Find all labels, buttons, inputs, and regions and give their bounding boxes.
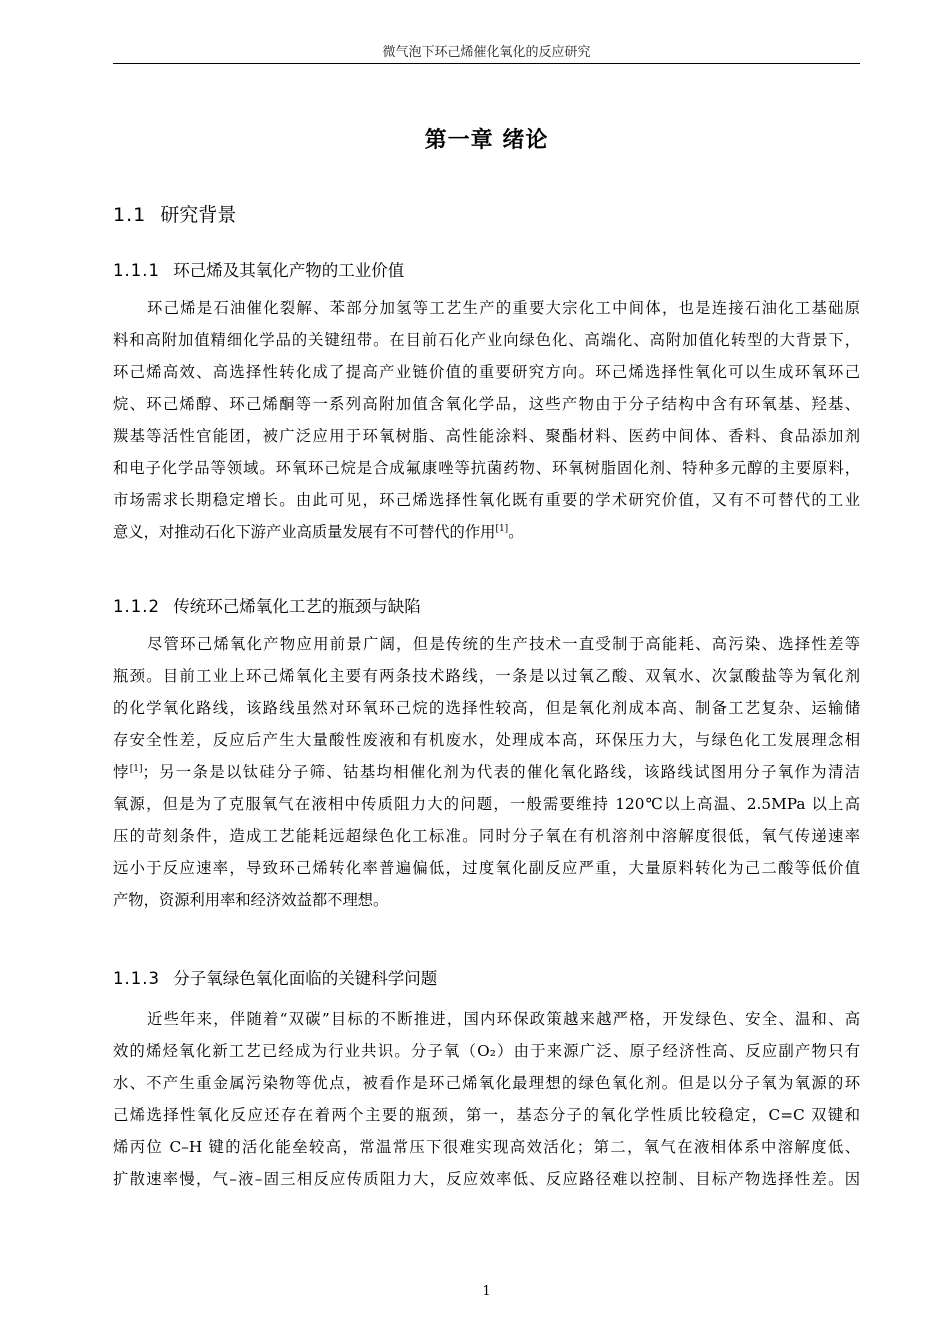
chapter-title: 第一章 绪论 [424, 128, 549, 153]
subsection-number: 1.1.2 [113, 597, 160, 616]
paragraph-line: 瓶颈。目前工业上环己烯氧化主要有两条技术路线，一条是以过氧乙酸、双氧水、次氯酸盐等为氧化剂 [113, 667, 860, 685]
subsection-heading-2 [113, 595, 421, 619]
paragraph-line: 远小于反应速率，导致环己烯转化率普遍偏低，过度氧化副反应严重，大量原料转化为己二酸等低价值 [113, 859, 860, 877]
paragraph-line: 压的苛刻条件，造成工艺能耗远超绿色化工标准。同时分子氧在有机溶剂中溶解度很低，氧气传递速率 [113, 827, 860, 845]
paragraph-1 [113, 292, 860, 548]
paragraph-line: 扩散速率慢，气–液–固三相反应传质阻力大，反应效率低、反应路径难以控制、目标产物选择性差。因 [113, 1170, 860, 1188]
subsection-heading-3 [113, 967, 437, 991]
paragraph-line: 效的烯烃氧化新工艺已经成为行业共识。分子氧（O₂）由于来源广泛、原子经济性高、反应副产物只有 [113, 1042, 860, 1060]
paragraph-line: 的化学氧化路线，该路线虽然对环氧环己烷的选择性较高，但是氧化剂成本高、制备工艺复杂、运输储 [113, 699, 860, 717]
subsection-title: 环己烯及其氧化产物的工业价值 [173, 261, 405, 280]
paragraph-line: 存安全性差，反应后产生大量酸性废液和有机废水，处理成本高，环保压力大，与绿色化工发展理念相 [113, 731, 860, 749]
line-text: 意义，对推动石化下游产业高质量发展有不可替代的作用 [113, 523, 496, 541]
subsection-heading-1 [113, 259, 404, 283]
section-title: 研究背景 [160, 204, 237, 226]
paragraph-line: 环己烯高效、高选择性转化成了提高产业链价值的重要研究方向。环己烯选择性氧化可以生成环氧环己 [113, 363, 860, 381]
line-text: 悖 [113, 763, 130, 781]
paragraph-line: 羰基等活性官能团，被广泛应用于环氧树脂、高性能涂料、聚酯材料、医药中间体、香料、食品添加剂 [113, 427, 860, 445]
paragraph-line: 烷、环己烯醇、环己烯酮等一系列高附加值含氧化学品，这些产物由于分子结构中含有环氧基、羟基、 [113, 395, 860, 413]
paragraph-line: 市场需求长期稳定增长。由此可见，环己烯选择性氧化既有重要的学术研究价值，又有不可替代的工业 [113, 491, 860, 509]
paragraph-line: 氧源，但是为了克服氧气在液相中传质阻力大的问题，一般需要维持 120℃以上高温、2.5MPa 以上高 [113, 795, 860, 813]
paragraph-line: 和电子化学品等领域。环氧环己烷是合成氟康唑等抗菌药物、环氧树脂固化剂、特种多元醇的主要原料， [113, 459, 860, 477]
section-heading [113, 202, 236, 228]
paragraph-line: 尽管环己烯氧化产物应用前景广阔，但是传统的生产技术一直受制于高能耗、高污染、选择性差等 [147, 635, 860, 653]
paragraph-line [113, 516, 860, 548]
paragraph-line: 环己烯是石油催化裂解、苯部分加氢等工艺生产的重要大宗化工中间体，也是连接石油化工基础原 [147, 299, 860, 317]
paragraph-line: 产物，资源利用率和经济效益都不理想。 [113, 891, 389, 909]
paragraph-2 [113, 628, 860, 916]
subsection-number: 1.1.1 [113, 261, 160, 280]
paragraph-line: 水、不产生重金属污染物等优点，被看作是环己烯氧化最理想的绿色氧化剂。但是以分子氧为氧源的环 [113, 1074, 860, 1092]
header-rule [113, 63, 860, 64]
citation: [1] [495, 523, 509, 534]
paragraph-line: 近些年来，伴随着“双碳”目标的不断推进，国内环保政策越来越严格，开发绿色、安全、温和、高 [147, 1010, 860, 1028]
paragraph-line: 料和高附加值精细化学品的关键纽带。在目前石化产业向绿色化、高端化、高附加值化转型的大背景下， [113, 331, 860, 349]
paragraph-line: 烯丙位 C–H 键的活化能垒较高，常温常压下很难实现高效活化；第二，氧气在液相体系中溶解度低、 [113, 1138, 860, 1156]
page-number: 1 [482, 1284, 491, 1299]
paragraph-3 [113, 1003, 860, 1195]
running-header: 微气泡下环己烯催化氧化的反应研究 [382, 45, 591, 60]
citation: [1] [129, 763, 143, 774]
subsection-title: 分子氧绿色氧化面临的关键科学问题 [173, 969, 438, 988]
section-number: 1.1 [113, 204, 147, 226]
line-end: 。 [508, 523, 524, 541]
subsection-title: 传统环己烯氧化工艺的瓶颈与缺陷 [173, 597, 421, 616]
subsection-number: 1.1.3 [113, 969, 160, 988]
paragraph-line: 己烯选择性氧化反应还存在着两个主要的瓶颈，第一，基态分子的氧化学性质比较稳定，C=C 双键和 [113, 1106, 860, 1124]
paragraph-line [113, 756, 860, 788]
line-text: ；另一条是以钛硅分子筛、钴基均相催化剂为代表的催化氧化路线，该路线试图用分子氧作为清洁 [142, 763, 860, 781]
